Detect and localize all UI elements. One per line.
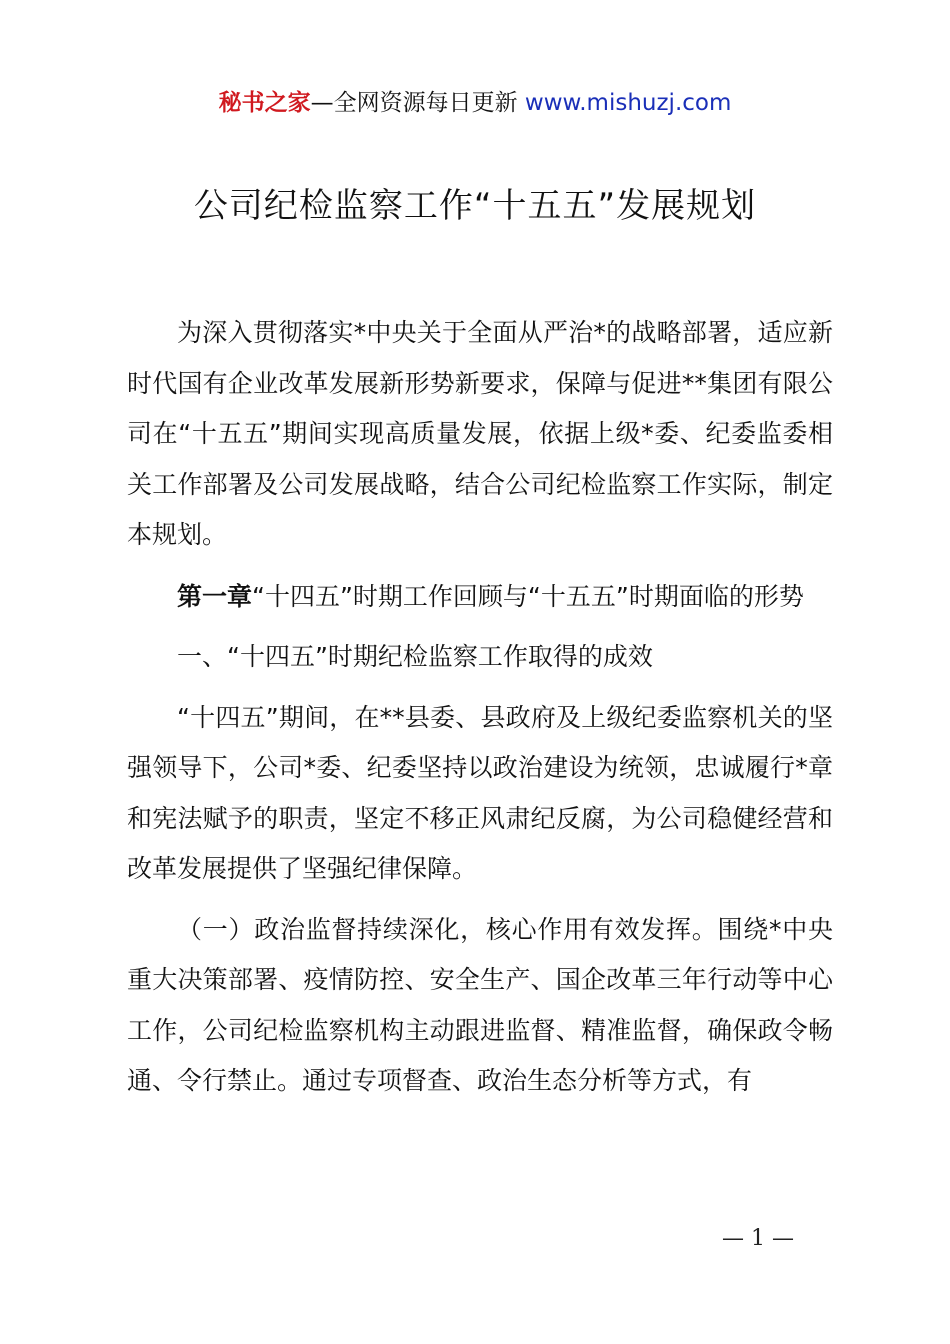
site-header bbox=[0, 86, 950, 120]
section-paragraph: “十四五”期间，在**县委、县政府及上级纪委监察机关的坚强领导下，公司*委、纪委坚持以政治建设为统领，忠诚履行*章和宪法赋予的职责，坚定不移正风肃纪反腐，为公司稳健经营和改革发展提供了坚强纪律保障。 bbox=[127, 702, 833, 883]
header-slogan: —全网资源每日更新 bbox=[310, 90, 518, 116]
brand-name: 秘书之家 bbox=[218, 90, 311, 116]
section-heading: 一、“十四五”时期纪检监察工作取得的成效 bbox=[177, 642, 653, 671]
intro-paragraph: 为深入贯彻落实*中央关于全面从严治*的战略部署，适应新时代国有企业改革发展新形势新要求，保障与促进**集团有限公司在“十五五”期间实现高质量发展，依据上级*委、纪委监委相关工作部署及公司发展战略，结合公司纪检监察工作实际，制定本规划。 bbox=[127, 318, 833, 549]
site-url-link[interactable]: www.mishuzj.com bbox=[524, 90, 732, 116]
item-paragraph: （一）政治监督持续深化，核心作用有效发挥。围绕*中央重大决策部署、疫情防控、安全生产、国企改革三年行动等中心工作，公司纪检监察机构主动跟进监督、精准监督，确保政令畅通、令行禁止。通过专项督查、政治生态分析等方式，有 bbox=[127, 914, 833, 1095]
chapter-label: 第一章 bbox=[177, 581, 253, 611]
document-title: 公司纪检监察工作“十五五”发展规划 bbox=[193, 186, 757, 226]
document-body bbox=[127, 308, 833, 1107]
chapter-heading bbox=[127, 572, 833, 623]
chapter-title: “十四五”时期工作回顾与“十五五”时期面临的形势 bbox=[252, 581, 804, 611]
page-number: — 1 — bbox=[722, 1226, 794, 1251]
